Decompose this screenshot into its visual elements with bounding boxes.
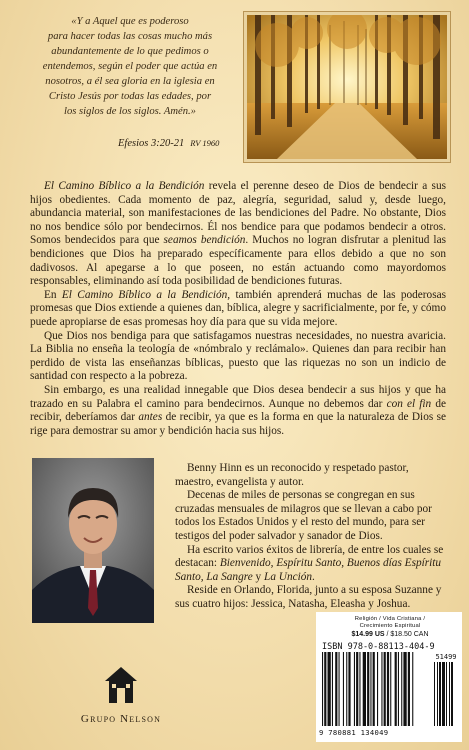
bio-paragraph: Decenas de miles de personas se congregan en sus cruzadas mensuales de milagros que se llevan a cabo por todos los Estados Unidos y el resto del mundo, para ser testigos del poder salvador y sanador de Dios. [175,489,432,542]
author-bio [175,462,445,612]
scripture-quote [30,14,230,119]
price-label [322,631,458,638]
description-paragraph: Sin embargo, es una realidad innegable que Dios desea bendecir a sus hijos y que ha trazado en su Palabra el camino para bendecirnos. Aunque no debemos dar con el fin de recibir, deberíamos dar antes de recibir, ya que es la forma en que la naturaleza de Dios se rige para demostrar su amor y bendición hacia sus hijos. [30,383,446,437]
author-photo [32,458,154,623]
bio-paragraph: Ha escrito varios éxitos de librería, de entre los cuales se destacan: Bienvenido, Espíritu Santo, Buenos días Espíritu Santo, La Sangre y La Unción. [175,543,444,583]
category-line: Crecimiento Espiritual [359,623,421,629]
quote-line: los siglos de los siglos. Amén.» [64,106,196,117]
book-description [30,180,446,438]
forest-image [247,15,447,159]
isbn-text: ISBN 978-0-88113-404-9 [322,642,435,652]
category-label [322,616,458,630]
publisher-name: Grupo Nelson [80,713,162,725]
quote-line: para hacer todas las cosas mucho más [47,31,213,42]
quote-line: «Y a Aquel que es poderoso [71,16,189,27]
description-paragraph: En El Camino Bíblico a la Bendición, también aprenderá muchas de las poderosas promesas que Dios extiende a quienes dan, bíblica, alegre y sacrificialmente, por fe, y cómo puede apropiarse de esas promesas hoy día para que su vida mejore. [30,288,447,328]
description-paragraph: Que Dios nos bendiga para que satisfagamos nuestras necesidades, no nuestra avaricia. La Biblia no enseña la teología de «nómbralo y reclámalo». Quienes dan para recibir han perdido de vista las enseñanzas bíblicas, puesto que las riquezas no son un indicio de santidad con respecto a la pobreza. [30,329,446,383]
price-cad: / $18.50 CAN [384,631,429,638]
retail-barcode-panel [316,612,462,742]
barcode-addon-number: 51499 [435,653,457,661]
quote-line: nosotros, a él sea gloria en la iglesia en [45,76,215,87]
ean-number: 9 780881 134049 [319,728,389,737]
description-paragraph: El Camino Bíblico a la Bendición revela el perenne deseo de Dios de bendecir a sus hijos obedientes. Cada momento de paz, alegría, seguridad, salud y, desde luego, abundancia material, son manifestaciones de las bendiciones del Padre. No obstante, Dios no nos bendice sólo por bendecirnos. Él nos bendice para que podamos bendecir a otros. Somos bendecidos para que seamos bendición. Muchos no logran disfrutar a plenitud las bendiciones que Dios ha preparado específicamente para ellos debido a que no son dadivosos. Al apegarse a lo que poseen, no están actuando como mayordomos responsables, eliminando así toda posibilidad de bendiciones futuras. [30,180,446,288]
author-portrait [32,458,154,623]
quote-line: entendemos, según el poder que actúa en [42,61,218,72]
price-us: $14.99 US [351,631,385,638]
barcode-graphic [320,652,460,728]
bio-paragraph: Reside en Orlando, Florida, junto a su esposa Suzanne y sus cuatro hijos: Jessica, Natasha, Eleasha y Joshua. [175,584,442,610]
category-line: Religión / Vida Cristiana / [354,616,426,622]
verse-reference: Efesios 3:20-21 [118,138,185,149]
house-icon [104,666,138,704]
quote-line: Cristo Jesús por todas las edades, por [48,91,212,102]
scripture-reference [118,138,258,149]
quote-line: abundantemente de lo que pedimos o [51,46,209,57]
publisher-logo [66,666,176,725]
forest-path-photo [244,12,450,162]
bible-version: RV 1960 [190,138,220,148]
bio-paragraph: Benny Hinn es un reconocido y respetado pastor, maestro, evangelista y autor. [175,462,409,488]
